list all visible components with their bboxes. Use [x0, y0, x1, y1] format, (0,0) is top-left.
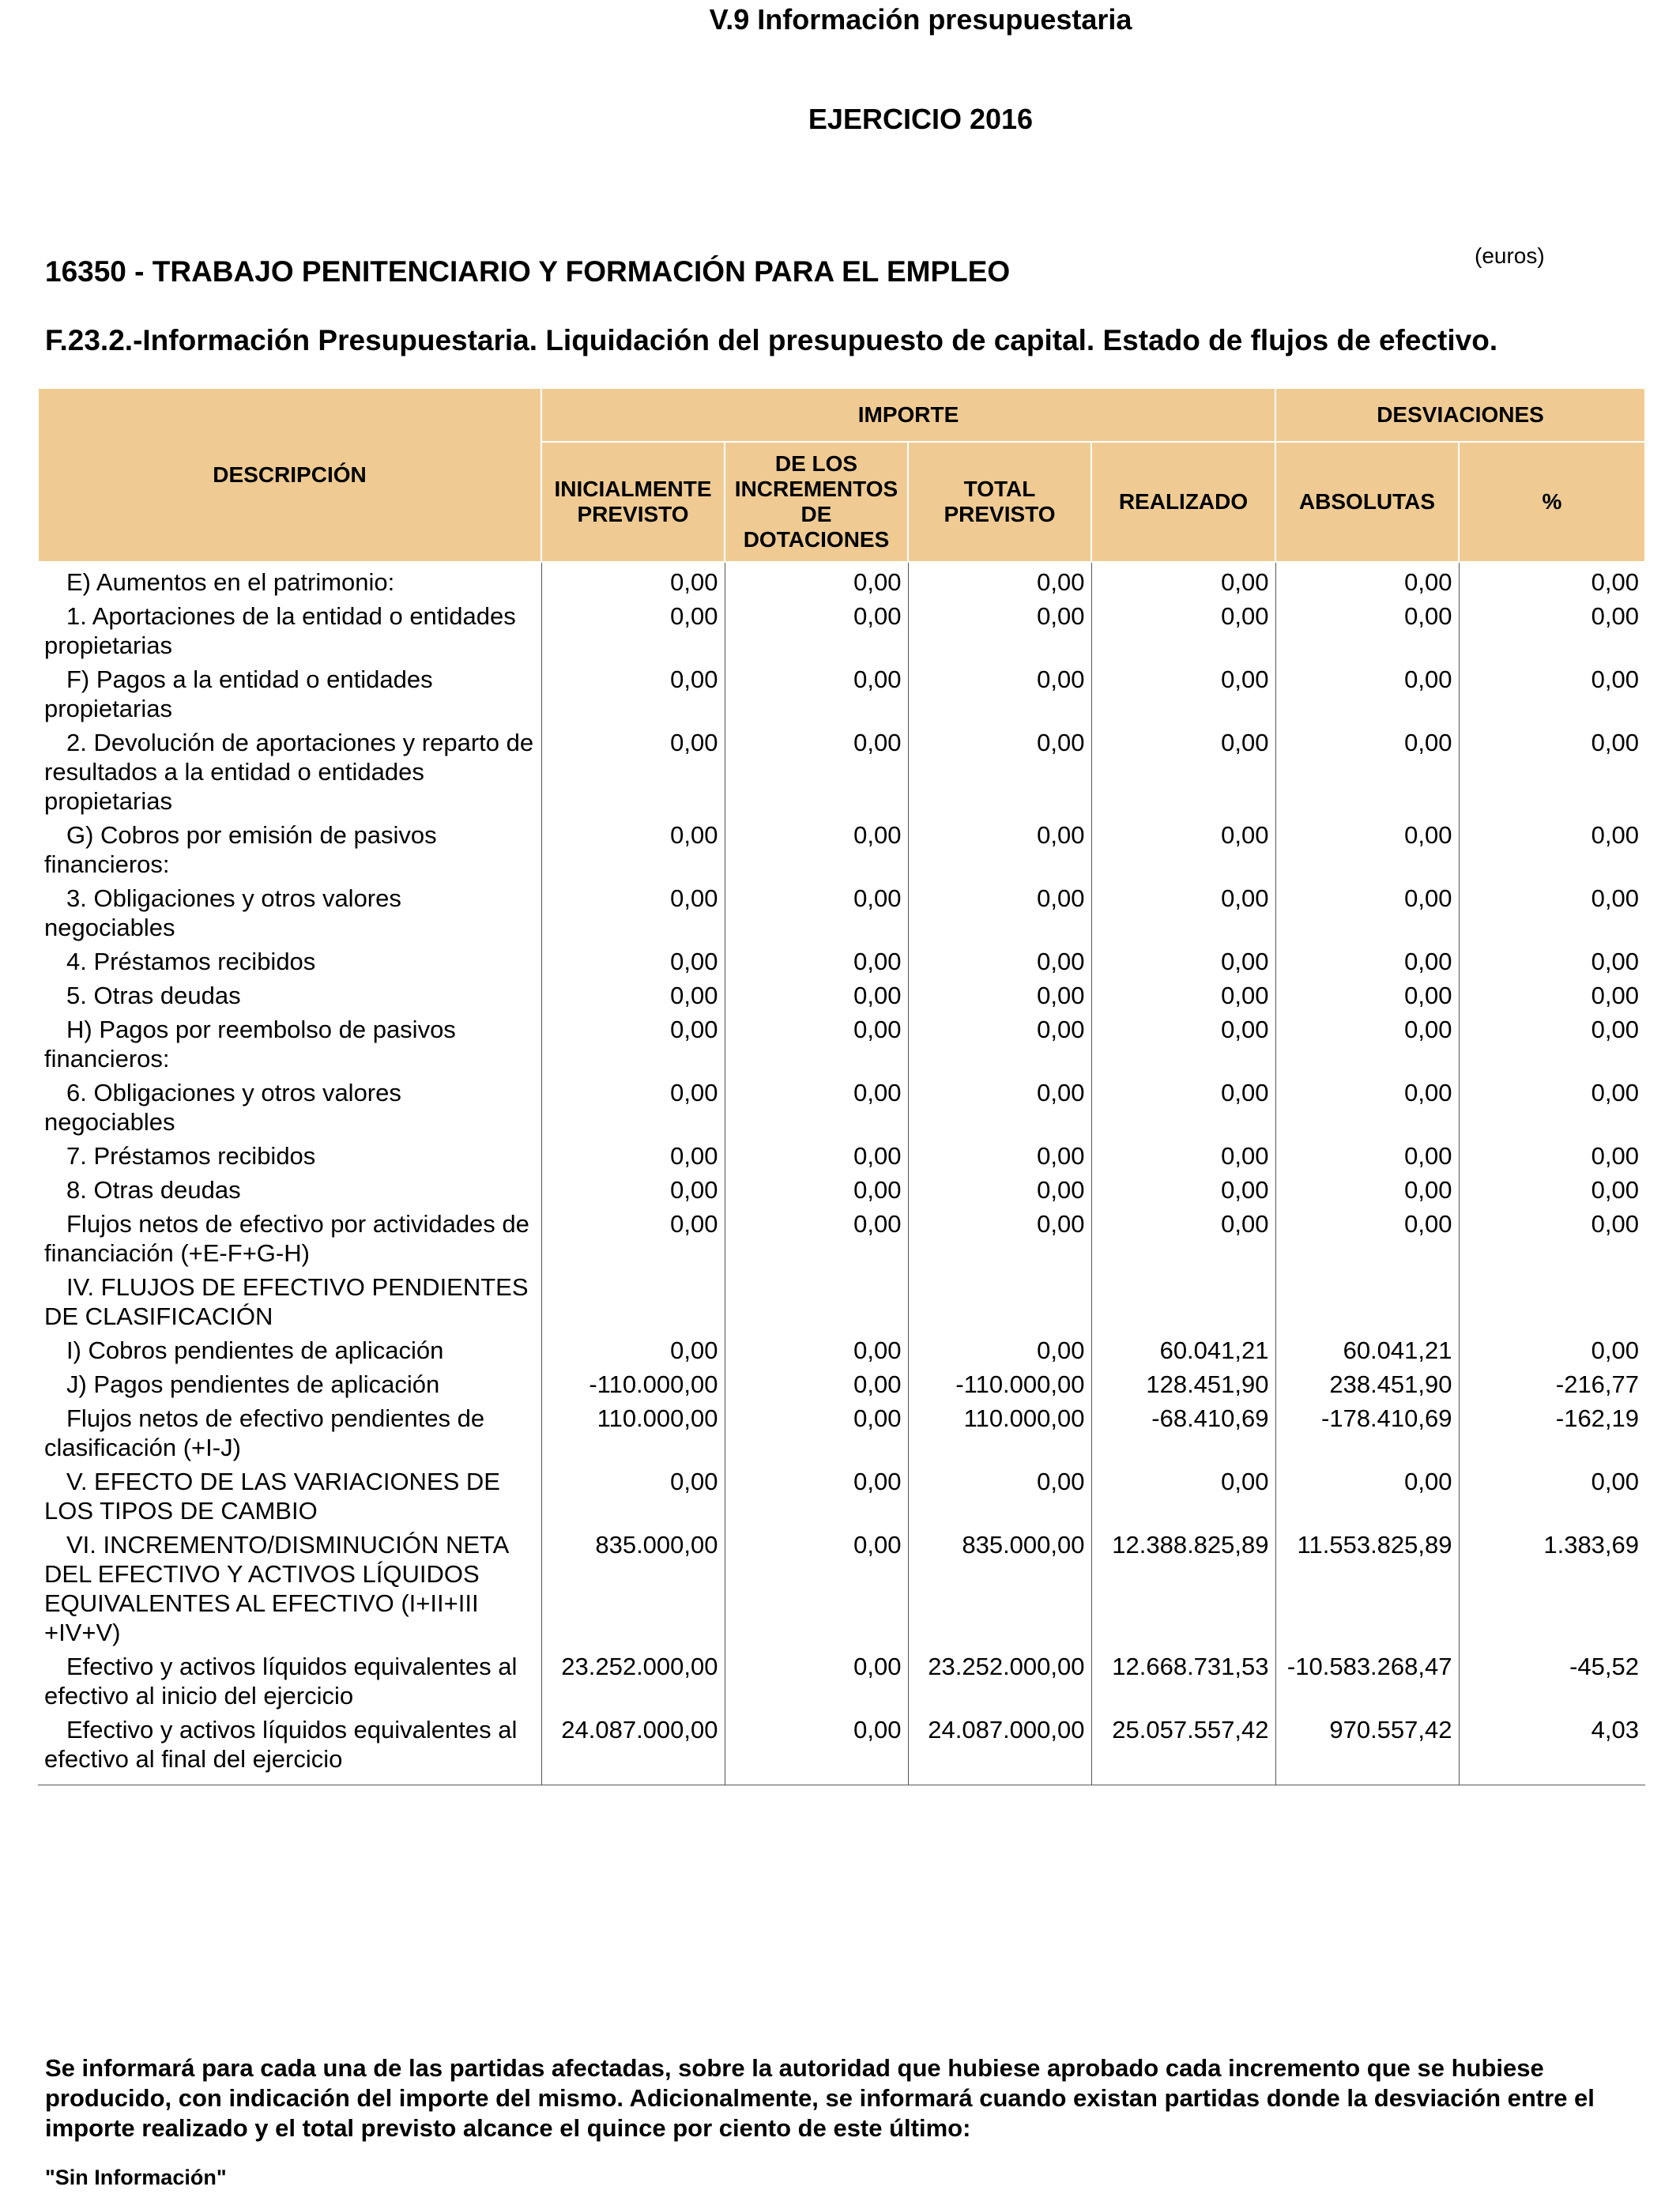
row-label: 2. Devolución de aportaciones y reparto de resultados a la entidad o entidades propietarias	[44, 729, 534, 815]
row-value: -216,77	[1459, 1365, 1645, 1399]
row-value: 0,00	[541, 1010, 725, 1073]
row-label: 7. Préstamos recibidos	[66, 1142, 316, 1170]
row-value: 0,00	[725, 942, 908, 976]
row-value: 0,00	[1459, 597, 1645, 660]
table-row	[38, 1710, 1645, 1785]
row-value: 0,00	[541, 562, 725, 597]
row-value: 1.383,69	[1459, 1525, 1645, 1647]
row-value: 0,00	[541, 816, 725, 879]
row-label: IV. FLUJOS DE EFECTIVO PENDIENTES DE CLASIFICACIÓN	[44, 1273, 529, 1330]
header-desviaciones: DESVIACIONES	[1275, 388, 1645, 442]
row-value: 0,00	[908, 723, 1091, 816]
row-label: Flujos netos de efectivo por actividades de financiación (+E-F+G-H)	[44, 1210, 529, 1267]
row-value: 60.041,21	[1275, 1331, 1459, 1365]
row-value: 238.451,90	[1275, 1365, 1459, 1399]
row-label: F) Pagos a la entidad o entidades propietarias	[44, 665, 433, 722]
row-value: 60.041,21	[1091, 1331, 1275, 1365]
row-value: -110.000,00	[541, 1365, 725, 1399]
row-value: 25.057.557,42	[1091, 1710, 1275, 1785]
row-value: 0,00	[1275, 1462, 1459, 1525]
row-value: 0,00	[908, 1171, 1091, 1204]
row-value: 0,00	[1275, 597, 1459, 660]
row-value	[908, 1268, 1091, 1331]
table-row	[38, 879, 1645, 942]
table-row	[38, 1365, 1645, 1399]
table-row	[38, 816, 1645, 879]
row-value: 0,00	[1091, 1171, 1275, 1204]
row-value: 0,00	[1459, 1462, 1645, 1525]
row-value	[725, 1268, 908, 1331]
row-value: 0,00	[1275, 1073, 1459, 1137]
table-row	[38, 976, 1645, 1010]
row-value: 0,00	[908, 1137, 1091, 1171]
footer-note: Se informará para cada una de las partidas afectadas, sobre la autoridad que hubiese aprobado cada incremento que se hubiese producido, con indicación del importe del mismo. Adicionalmente, se informará cuando existan partidas donde la desviación entre el importe realizado y el total previsto alcance el quince por ciento de este último:	[45, 2054, 1595, 2142]
row-value: 24.087.000,00	[541, 1710, 725, 1785]
row-value: 0,00	[725, 1365, 908, 1399]
row-value: 0,00	[908, 1331, 1091, 1365]
row-value: 0,00	[1091, 1137, 1275, 1171]
row-value: -178.410,69	[1275, 1399, 1459, 1462]
row-value: 0,00	[1275, 942, 1459, 976]
row-value: 0,00	[541, 1204, 725, 1268]
row-value: 0,00	[908, 1462, 1091, 1525]
header-incrementos: DE LOS INCREMENTOS DE DOTACIONES	[725, 442, 908, 562]
table-row	[38, 723, 1645, 816]
row-value: 0,00	[1275, 562, 1459, 597]
sin-informacion: "Sin Información"	[45, 2166, 227, 2189]
row-label: 3. Obligaciones y otros valores negociables	[44, 884, 401, 941]
row-value: 0,00	[908, 1010, 1091, 1073]
row-label: G) Cobros por emisión de pasivos financieros:	[44, 821, 437, 878]
row-value: 24.087.000,00	[908, 1710, 1091, 1785]
row-value: 0,00	[1275, 1204, 1459, 1268]
row-value: 0,00	[725, 1010, 908, 1073]
table-row	[38, 1171, 1645, 1204]
row-value: -68.410,69	[1091, 1399, 1275, 1462]
row-value: 0,00	[1459, 660, 1645, 723]
row-value: 0,00	[1091, 660, 1275, 723]
row-value: 0,00	[725, 1331, 908, 1365]
row-value: 0,00	[725, 976, 908, 1010]
row-value: 0,00	[541, 597, 725, 660]
row-value: -10.583.268,47	[1275, 1647, 1459, 1710]
row-value: 0,00	[1091, 562, 1275, 597]
row-label: Efectivo y activos líquidos equivalentes al efectivo al inicio del ejercicio	[44, 1653, 518, 1710]
row-value: 0,00	[725, 723, 908, 816]
row-value: 835.000,00	[541, 1525, 725, 1647]
row-value: 0,00	[541, 1073, 725, 1137]
row-value: 0,00	[541, 976, 725, 1010]
row-value: 0,00	[908, 660, 1091, 723]
section-title: 16350 - TRABAJO PENITENCIARIO Y FORMACIÓN PARA EL EMPLEO	[45, 255, 1011, 288]
header-realizado: REALIZADO	[1091, 442, 1275, 562]
row-value: 0,00	[1091, 942, 1275, 976]
row-value: 0,00	[1275, 1010, 1459, 1073]
row-label: 4. Préstamos recibidos	[66, 948, 316, 975]
row-value: 11.553.825,89	[1275, 1525, 1459, 1647]
row-value: 0,00	[1459, 1204, 1645, 1268]
row-value: 0,00	[1459, 1073, 1645, 1137]
row-value: 0,00	[725, 1204, 908, 1268]
row-value: 835.000,00	[908, 1525, 1091, 1647]
row-value: 0,00	[1091, 1073, 1275, 1137]
header-importe: IMPORTE	[541, 388, 1275, 442]
row-value: 0,00	[1275, 723, 1459, 816]
row-label: 1. Aportaciones de la entidad o entidades propietarias	[44, 602, 516, 659]
header-total-previsto: TOTAL PREVISTO	[908, 442, 1091, 562]
row-value: 0,00	[1091, 1204, 1275, 1268]
row-value: 0,00	[725, 1171, 908, 1204]
row-value: -162,19	[1459, 1399, 1645, 1462]
row-value	[541, 1268, 725, 1331]
row-value: 0,00	[1459, 816, 1645, 879]
row-value: 0,00	[725, 1399, 908, 1462]
row-value: 0,00	[725, 562, 908, 597]
row-value: 0,00	[1275, 816, 1459, 879]
row-value: 0,00	[1275, 879, 1459, 942]
row-value: 0,00	[725, 1525, 908, 1647]
row-value: 0,00	[908, 1204, 1091, 1268]
row-value: 0,00	[1275, 976, 1459, 1010]
table-row	[38, 1268, 1645, 1331]
row-value: 0,00	[1459, 1331, 1645, 1365]
row-value: 0,00	[908, 976, 1091, 1010]
row-label: 6. Obligaciones y otros valores negociables	[44, 1079, 401, 1136]
row-value: 0,00	[541, 942, 725, 976]
table-row	[38, 562, 1645, 597]
row-value: 0,00	[1275, 1137, 1459, 1171]
row-value	[1459, 1268, 1645, 1331]
row-value: 23.252.000,00	[541, 1647, 725, 1710]
row-value: 0,00	[541, 723, 725, 816]
row-value: 0,00	[1459, 942, 1645, 976]
row-value: 0,00	[725, 1462, 908, 1525]
row-value: 0,00	[1459, 976, 1645, 1010]
table-row	[38, 1647, 1645, 1710]
row-label: VI. INCREMENTO/DISMINUCIÓN NETA DEL EFECTIVO Y ACTIVOS LÍQUIDOS EQUIVALENTES AL EFECTIVO (I+II+III +IV+V)	[44, 1531, 508, 1646]
row-label: Flujos netos de efectivo pendientes de clasificación (+I-J)	[44, 1404, 485, 1461]
row-value: 0,00	[541, 1137, 725, 1171]
header-descripcion: DESCRIPCIÓN	[38, 388, 541, 562]
table-row	[38, 1204, 1645, 1268]
row-value: 0,00	[541, 1331, 725, 1365]
table-row	[38, 1462, 1645, 1525]
table-row	[38, 1399, 1645, 1462]
table-row	[38, 1331, 1645, 1365]
table-row	[38, 597, 1645, 660]
row-label: E) Aumentos en el patrimonio:	[66, 568, 395, 596]
row-value: 0,00	[1459, 1171, 1645, 1204]
row-value: 0,00	[908, 597, 1091, 660]
row-value: 0,00	[1275, 1171, 1459, 1204]
row-value: 0,00	[1091, 816, 1275, 879]
row-value: 0,00	[1275, 660, 1459, 723]
row-value: 110.000,00	[541, 1399, 725, 1462]
table-row	[38, 1010, 1645, 1073]
row-value: 0,00	[1091, 879, 1275, 942]
row-value: 0,00	[908, 942, 1091, 976]
row-value: 0,00	[725, 1073, 908, 1137]
row-value: 0,00	[1459, 723, 1645, 816]
row-label: 8. Otras deudas	[66, 1176, 241, 1204]
table-subtitle: F.23.2.-Información Presupuestaria. Liquidación del presupuesto de capital. Estado de flujos de efectivo.	[45, 324, 1498, 356]
row-value: 0,00	[725, 1710, 908, 1785]
row-value: 0,00	[541, 1462, 725, 1525]
row-value: 0,00	[541, 660, 725, 723]
ejercicio-heading: EJERCICIO 2016	[808, 103, 1034, 135]
row-value	[1091, 1268, 1275, 1331]
row-value: 12.668.731,53	[1091, 1647, 1275, 1710]
row-value: 0,00	[1459, 879, 1645, 942]
header-absolutas: ABSOLUTAS	[1275, 442, 1459, 562]
unit-label: (euros)	[1475, 243, 1545, 268]
row-value: 12.388.825,89	[1091, 1525, 1275, 1647]
row-value: 110.000,00	[908, 1399, 1091, 1462]
row-value: 0,00	[725, 1137, 908, 1171]
row-value: 0,00	[908, 879, 1091, 942]
row-value: 0,00	[725, 660, 908, 723]
row-value: 0,00	[908, 562, 1091, 597]
row-value: 23.252.000,00	[908, 1647, 1091, 1710]
table-row	[38, 1073, 1645, 1137]
row-value: 128.451,90	[1091, 1365, 1275, 1399]
row-value: -45,52	[1459, 1647, 1645, 1710]
header-porcentaje: %	[1459, 442, 1645, 562]
row-label: 5. Otras deudas	[66, 982, 241, 1009]
row-value: 0,00	[1091, 1462, 1275, 1525]
report-title: V.9 Información presupuestaria	[709, 3, 1132, 36]
row-value: 0,00	[725, 1647, 908, 1710]
cash-flow-table	[37, 387, 1644, 1785]
row-value: 0,00	[725, 879, 908, 942]
row-label: Efectivo y activos líquidos equivalentes al efectivo al final del ejercicio	[44, 1716, 518, 1773]
row-label: I) Cobros pendientes de aplicación	[66, 1336, 444, 1364]
row-value: 0,00	[1091, 597, 1275, 660]
row-value	[1275, 1268, 1459, 1331]
row-value: 0,00	[908, 1073, 1091, 1137]
table-row	[38, 1525, 1645, 1647]
row-value: 0,00	[541, 1171, 725, 1204]
row-value: 0,00	[541, 879, 725, 942]
row-value: 0,00	[1091, 1010, 1275, 1073]
row-value: 0,00	[725, 816, 908, 879]
row-value: 0,00	[908, 816, 1091, 879]
row-value: 0,00	[1459, 1010, 1645, 1073]
row-label: H) Pagos por reembolso de pasivos financieros:	[44, 1016, 456, 1072]
row-value: 970.557,42	[1275, 1710, 1459, 1785]
table-row	[38, 942, 1645, 976]
row-value: -110.000,00	[908, 1365, 1091, 1399]
row-value: 0,00	[725, 597, 908, 660]
row-value: 0,00	[1091, 723, 1275, 816]
table-row	[38, 660, 1645, 723]
row-label: J) Pagos pendientes de aplicación	[66, 1370, 440, 1398]
row-value: 4,03	[1459, 1710, 1645, 1785]
row-label: V. EFECTO DE LAS VARIACIONES DE LOS TIPOS DE CAMBIO	[44, 1468, 500, 1525]
row-value: 0,00	[1091, 976, 1275, 1010]
header-inicialmente-previsto: INICIALMENTE PREVISTO	[541, 442, 725, 562]
table-row	[38, 1137, 1645, 1171]
row-value: 0,00	[1459, 1137, 1645, 1171]
row-value: 0,00	[1459, 562, 1645, 597]
